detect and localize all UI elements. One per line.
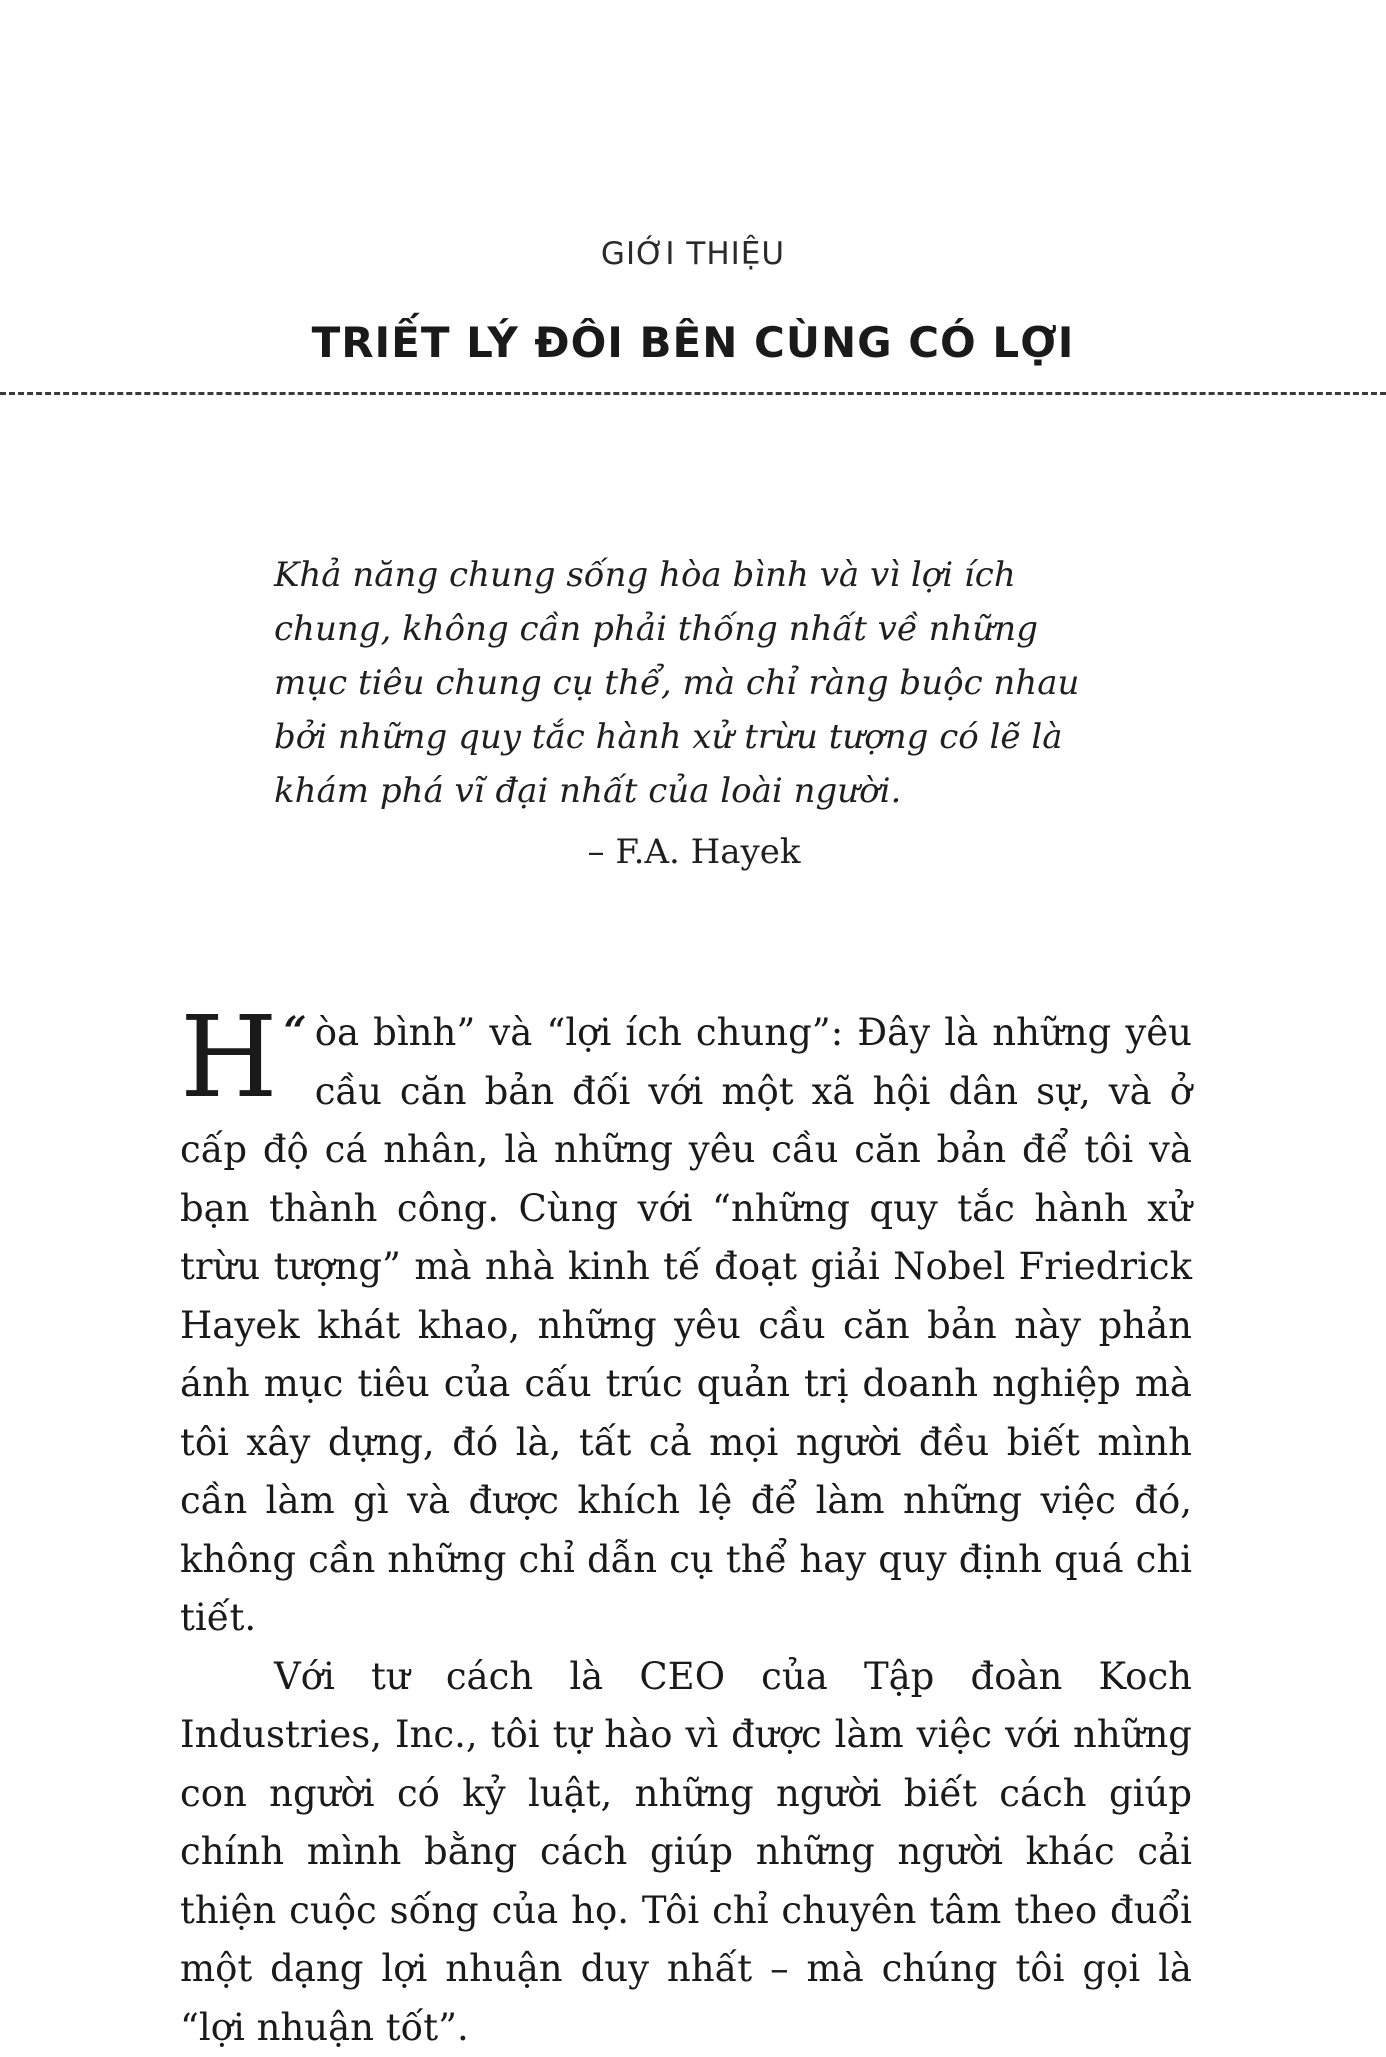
open-quote-mark: “ <box>284 1008 307 1055</box>
dashed-divider <box>0 392 1386 395</box>
body-paragraph <box>180 1004 1192 1648</box>
chapter-title: TRIẾT LÝ ĐÔI BÊN CÙNG CÓ LỢI <box>0 318 1386 367</box>
body-text <box>180 1004 1192 2057</box>
epigraph-author: – F.A. Hayek <box>274 832 1114 872</box>
dropcap-group <box>180 1004 315 1106</box>
paragraph-1-text: òa bình” và “lợi ích chung”: Đây là những yêu cầu căn bản đối với một xã hội dân sự, và ở cấp độ cá nhân, là những yêu cầu căn bản để tôi và bạn thành công. Cùng với “những quy tắc hành xử trừu tượng” mà nhà kinh tế đoạt giải Nobel Friedrick Hayek khát khao, những yêu cầu căn bản này phản ánh mục tiêu của cấu trúc quản trị doanh nghiệp mà tôi xây dựng, đó là, tất cả mọi người đều biết mình cần làm gì và được khích lệ để làm những việc đó, không cần những chỉ dẫn cụ thể hay quy định quá chi tiết. <box>180 1011 1192 1639</box>
body-paragraph: Với tư cách là CEO của Tập đoàn Koch Industries, Inc., tôi tự hào vì được làm việc với những con người có kỷ luật, những người biết cách giúp chính mình bằng cách giúp những người khác cải thiện cuộc sống của họ. Tôi chỉ chuyên tâm theo đuổi một dạng lợi nhuận duy nhất – mà chúng tôi gọi là “lợi nhuận tốt”. <box>180 1648 1192 2057</box>
chapter-kicker: GIỚI THIỆU <box>0 236 1386 272</box>
epigraph-quote: Khả năng chung sống hòa bình và vì lợi ích chung, không cần phải thống nhất về những mục tiêu chung cụ thể, mà chỉ ràng buộc nhau bởi những quy tắc hành xử trừu tượng có lẽ là khám phá vĩ đại nhất của loài người. <box>274 548 1114 818</box>
dropcap-letter: H <box>180 1010 278 1106</box>
